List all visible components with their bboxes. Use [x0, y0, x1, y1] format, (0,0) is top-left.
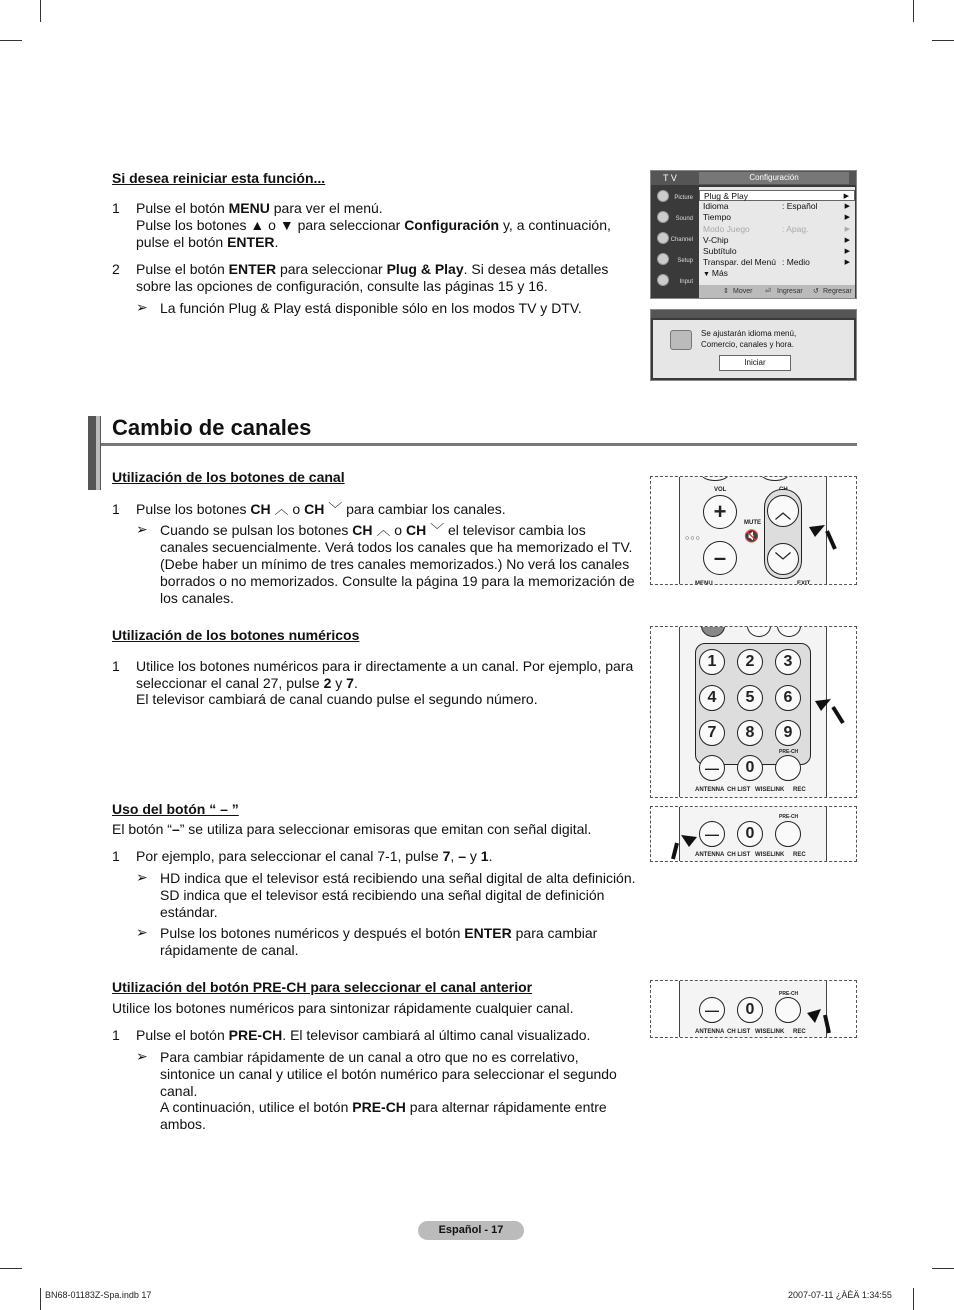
dash-step: Por ejemplo, para seleccionar el canal 7-1, pulse 7, – y 1.: [136, 848, 493, 864]
step-number: 1: [112, 501, 120, 517]
digit-8-button[interactable]: 8: [737, 720, 763, 746]
mute-icon: 🔇: [744, 529, 759, 543]
digit-5-button[interactable]: 5: [737, 685, 763, 711]
ch-note-line1: Cuando se pulsan los botones CH ︿ o CH ﹀ el televisor cambia los: [160, 522, 586, 538]
osd-row-subtitulo: Subtítulo ▶: [703, 245, 850, 256]
crop-mark: [0, 40, 22, 41]
triangle-right-icon: ▶: [844, 225, 850, 233]
start-button[interactable]: Iniciar: [719, 355, 791, 371]
section-bar-highlight: [96, 416, 100, 490]
prech-label: PRE-CH: [779, 991, 799, 997]
triangle-down-icon: ▼: [703, 271, 712, 279]
osd-side-input: Input: [653, 271, 697, 292]
remote-prech-illustration: [650, 980, 857, 1038]
mute-label: MUTE: [744, 520, 761, 526]
step-number: 1: [112, 658, 120, 674]
num-line3: El televisor cambiará de canal cuando pulse el segundo número.: [136, 691, 538, 707]
footer-date: 2007-07-11 ¿ÀÈÄ 1:34:55: [788, 1290, 892, 1300]
crop-mark: [913, 0, 914, 22]
osd-side-setup: Setup: [653, 250, 697, 271]
prech-note-line1: Para cambiar rápidamente de un canal a otro que no es correlativo,: [160, 1049, 579, 1065]
ch-note-line3: (Debe haber un mínimo de tres canales memorizados.) No verá los canales: [160, 556, 630, 572]
osd-row-vchip: V-Chip ▶: [703, 234, 850, 245]
reset-step1-line1: Pulse el botón MENU para ver el menú.: [136, 200, 383, 216]
pointer-arrow-icon: [811, 695, 851, 729]
crop-mark: [932, 1268, 954, 1269]
footer-file: BN68-01183Z-Spa.indb 17: [45, 1290, 152, 1300]
osd-footer: ⇕ Mover ⏎ Ingresar ↺ Regresar: [699, 285, 855, 298]
digit-6-button[interactable]: 6: [775, 685, 801, 711]
note-arrow-icon: ➢: [136, 869, 148, 885]
chevron-up-icon: ︿: [274, 501, 289, 517]
osd-row-tiempo: Tiempo ▶: [703, 212, 850, 223]
step-number: 1: [112, 200, 120, 216]
dash-note2-line1: Pulse los botones numéricos y después el botón ENTER para cambiar: [160, 925, 598, 941]
info-body: [653, 320, 854, 378]
wiselink-label: WISELINK: [755, 1029, 785, 1035]
note-arrow-icon: ➢: [136, 521, 148, 537]
exit-label: EXIT: [797, 581, 811, 585]
menu-label: MENU: [695, 581, 713, 585]
note-arrow-icon: ➢: [136, 299, 148, 315]
plug-play-info-dialog: [650, 309, 857, 381]
antenna-label: ANTENNA: [695, 787, 725, 793]
triangle-right-icon: ▶: [844, 259, 850, 267]
rec-label: REC: [793, 787, 806, 793]
crop-mark: [932, 40, 954, 41]
num-heading: Utilización de los botones numéricos: [112, 627, 360, 643]
osd-topbar: [651, 171, 856, 185]
pointer-arrow-icon: [667, 829, 701, 862]
vol-down-button[interactable]: –: [703, 541, 737, 575]
prech-button[interactable]: [775, 755, 801, 781]
osd-panel: [699, 187, 855, 287]
pointer-arrow-icon: [801, 521, 841, 555]
input-icon: [657, 274, 669, 286]
remote-numeric-illustration: [650, 626, 857, 798]
reset-heading: Si desea reiniciar esta función...: [112, 170, 326, 186]
dash-button[interactable]: —: [699, 821, 725, 847]
ch-down-button[interactable]: ﹀: [767, 543, 799, 575]
prech-note-line3: canal.: [160, 1083, 198, 1099]
chlist-label: CH LIST: [727, 1029, 751, 1035]
prech-step: Pulse el botón PRE-CH. El televisor cambiará al último canal visualizado.: [136, 1027, 591, 1043]
digit-0-button[interactable]: 0: [737, 997, 763, 1023]
remote-ch-illustration: [650, 476, 857, 585]
ch-up-button[interactable]: ︿: [767, 495, 799, 527]
digit-2-button[interactable]: 2: [737, 649, 763, 675]
osd-row-idioma: Idioma : Español ▶: [703, 201, 850, 212]
digit-4-button[interactable]: 4: [699, 685, 725, 711]
step-number: 2: [112, 261, 120, 277]
crop-mark: [40, 1288, 41, 1310]
prech-label: PRE-CH: [779, 814, 799, 820]
info-text: Se ajustarán idioma menú, Comercio, canales y hora.: [701, 329, 797, 349]
dash-intro: El botón “–” se utiliza para seleccionar emisoras que emitan con señal digital.: [112, 821, 592, 837]
dash-note1-line1: HD indica que el televisor está recibiendo una señal digital de alta definición.: [160, 870, 636, 886]
chevron-down-icon: ﹀: [430, 522, 445, 538]
prech-note-line5: ambos.: [160, 1116, 206, 1132]
ch-note-line4: borrados o no memorizados. Consulte la página 19 para la memorización de: [160, 573, 635, 589]
pointer-arrow-icon: [799, 1005, 839, 1038]
digit-3-button[interactable]: 3: [775, 649, 801, 675]
dash-heading: Uso del botón “ – ”: [112, 801, 239, 817]
section-title: Cambio de canales: [112, 415, 312, 440]
chlist-label: CH LIST: [727, 852, 751, 858]
osd-side-channel: Channel: [653, 229, 697, 250]
rec-label: REC: [793, 1029, 806, 1035]
chlist-label: CH LIST: [727, 787, 751, 793]
page-number-badge: Español - 17: [418, 1221, 524, 1240]
prech-heading: Utilización del botón PRE-CH para seleccionar el canal anterior: [112, 979, 533, 995]
reset-step1-line2: Pulse los botones ▲ o ▼ para seleccionar Configuración y, a continuación,: [136, 217, 611, 233]
digit-0-button[interactable]: 0: [737, 755, 763, 781]
triangle-right-icon: ▶: [843, 193, 849, 200]
ch-note-line5: los canales.: [160, 590, 234, 606]
triangle-right-icon: ▶: [844, 236, 850, 244]
dash-note2-line2: rápidamente de canal.: [160, 942, 299, 958]
sound-icon: [657, 211, 669, 223]
prech-intro: Utilice los botones numéricos para sintonizar rápidamente cualquier canal.: [112, 1000, 574, 1016]
osd-side-sound: Sound: [653, 208, 697, 229]
osd-row-transparencia: Transpar. del Menú : Medio ▶: [703, 257, 850, 268]
prech-button[interactable]: [775, 997, 801, 1023]
osd-row-modo-juego: Modo Juego : Apag. ▶: [703, 223, 850, 234]
triangle-right-icon: ▶: [844, 214, 850, 222]
wiselink-label: WISELINK: [755, 852, 785, 858]
digit-0-button[interactable]: 0: [737, 821, 763, 847]
reset-step2-line2: sobre las opciones de configuración, consulte las páginas 15 y 16.: [136, 278, 548, 294]
info-topbar: [651, 310, 856, 318]
digit-9-button[interactable]: 9: [775, 720, 801, 746]
remote-dash-illustration: [650, 806, 857, 862]
wiselink-label: WISELINK: [755, 787, 785, 793]
step-number: 1: [112, 1027, 120, 1043]
osd-side-picture: Picture: [653, 187, 697, 208]
ch-heading: Utilización de los botones de canal: [112, 469, 345, 485]
chevron-down-icon: ﹀: [328, 501, 343, 517]
dash-button[interactable]: —: [699, 755, 725, 781]
crop-mark: [913, 1288, 914, 1310]
enter-icon: ⏎: [765, 288, 771, 295]
triangle-right-icon: ▶: [844, 203, 850, 211]
num-line1: Utilice los botones numéricos para ir directamente a un canal. Por ejemplo, para: [136, 658, 634, 674]
triangle-right-icon: ▶: [844, 247, 850, 255]
note-arrow-icon: ➢: [136, 924, 148, 940]
prech-note-line4: A continuación, utilice el botón PRE-CH para alternar rápidamente entre: [160, 1099, 607, 1115]
crop-mark: [0, 1268, 22, 1269]
crop-mark: [40, 0, 41, 22]
setup-icon: [657, 253, 669, 265]
digit-1-button[interactable]: 1: [699, 649, 725, 675]
dash-button[interactable]: —: [699, 997, 725, 1023]
reset-step1-line3: pulse el botón ENTER.: [136, 234, 279, 250]
antenna-label: ANTENNA: [695, 1029, 725, 1035]
num-line2: seleccionar el canal 27, pulse 2 y 7.: [136, 675, 358, 691]
osd-sidebar: [653, 187, 697, 291]
antenna-label: ANTENNA: [695, 852, 725, 858]
dash-note1-line3: estándar.: [160, 904, 218, 920]
osd-row-plug-play: Plug & Play ▶: [699, 190, 855, 201]
osd-setup-menu: [650, 170, 857, 299]
step-number: 1: [112, 848, 120, 864]
osd-row-mas: ▼ Más: [703, 268, 728, 279]
picture-icon: [657, 190, 669, 202]
vol-up-button[interactable]: +: [703, 495, 737, 529]
info-icon: [670, 330, 692, 350]
osd-header: Configuración: [699, 172, 849, 184]
prech-note-line2: sintonice un canal y utilice el botón numérico para seleccionar el segundo: [160, 1066, 617, 1082]
digit-7-button[interactable]: 7: [699, 720, 725, 746]
ch-note-line2: canales secuencialmente. Verá todos los canales que ha memorizado el TV.: [160, 539, 633, 555]
chevron-up-icon: ︿: [376, 522, 391, 538]
return-icon: ↺: [813, 288, 819, 295]
note-arrow-icon: ➢: [136, 1048, 148, 1064]
vol-label: VOL: [714, 487, 727, 493]
prech-label: PRE-CH: [779, 749, 799, 755]
section-rule: [101, 443, 857, 446]
channel-icon: [657, 232, 669, 244]
dots-icon: ○○○: [685, 535, 701, 542]
dash-note1-line2: SD indica que el televisor está recibiendo una señal digital de definición: [160, 887, 605, 903]
reset-note: La función Plug & Play está disponible sólo en los modos TV y DTV.: [160, 300, 582, 316]
prech-button[interactable]: [775, 821, 801, 847]
move-icon: ⇕: [723, 288, 729, 295]
reset-step2-line1: Pulse el botón ENTER para seleccionar Plug & Play. Si desea más detalles: [136, 261, 609, 277]
osd-tv-label: T V: [663, 173, 677, 183]
rec-label: REC: [793, 852, 806, 858]
ch-step: Pulse los botones CH ︿ o CH ﹀ para cambiar los canales.: [136, 501, 506, 517]
